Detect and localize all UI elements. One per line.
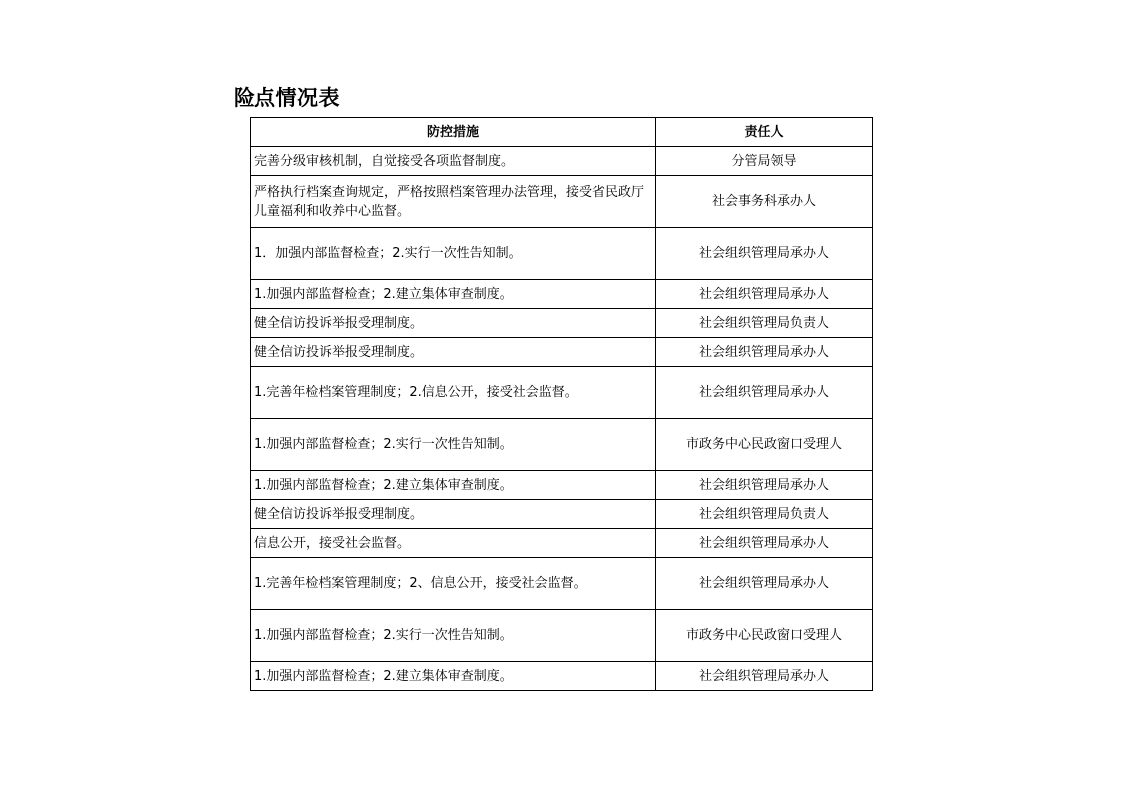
table-row	[251, 662, 873, 691]
measure-cell[interactable]: 健全信访投诉举报受理制度。	[251, 500, 656, 529]
person-cell[interactable]: 社会组织管理局承办人	[656, 367, 873, 419]
table-row	[251, 309, 873, 338]
measure-cell[interactable]: 1.加强内部监督检查；2.建立集体审查制度。	[251, 280, 656, 309]
header-person[interactable]: 责任人	[656, 118, 873, 147]
measure-cell[interactable]: 1.加强内部监督检查；2.建立集体审查制度。	[251, 662, 656, 691]
measure-cell[interactable]: 健全信访投诉举报受理制度。	[251, 309, 656, 338]
table-row	[251, 176, 873, 228]
person-cell[interactable]: 社会组织管理局承办人	[656, 228, 873, 280]
person-cell[interactable]: 社会组织管理局负责人	[656, 309, 873, 338]
person-cell[interactable]: 社会组织管理局承办人	[656, 338, 873, 367]
person-cell[interactable]: 社会组织管理局承办人	[656, 471, 873, 500]
sheet-title-partial-glyph: 险	[234, 86, 256, 110]
person-cell[interactable]: 社会组织管理局承办人	[656, 280, 873, 309]
table-row	[251, 610, 873, 662]
table-row	[251, 147, 873, 176]
table-row	[251, 367, 873, 419]
person-cell[interactable]: 社会组织管理局承办人	[656, 529, 873, 558]
header-measure[interactable]: 防控措施	[251, 118, 656, 147]
person-cell[interactable]: 社会组织管理局承办人	[656, 558, 873, 610]
table-row	[251, 280, 873, 309]
measure-cell[interactable]: 健全信访投诉举报受理制度。	[251, 338, 656, 367]
person-cell[interactable]: 市政务中心民政窗口受理人	[656, 610, 873, 662]
measure-cell[interactable]: 1.完善年检档案管理制度；2.信息公开，接受社会监督。	[251, 367, 656, 419]
table-header-row	[251, 118, 873, 147]
person-cell[interactable]: 社会组织管理局承办人	[656, 662, 873, 691]
table-row	[251, 500, 873, 529]
table-row	[251, 338, 873, 367]
measure-cell[interactable]: 1.加强内部监督检查；2.实行一次性告知制。	[251, 419, 656, 471]
table-body	[251, 147, 873, 691]
risk-control-table	[250, 117, 873, 691]
table-row	[251, 471, 873, 500]
table-row	[251, 228, 873, 280]
table-row	[251, 419, 873, 471]
measure-cell[interactable]: 1.完善年检档案管理制度；2、信息公开，接受社会监督。	[251, 558, 656, 610]
measure-cell[interactable]: 1.加强内部监督检查；2.建立集体审查制度。	[251, 471, 656, 500]
sheet-title	[234, 84, 340, 112]
measure-cell[interactable]: 1.加强内部监督检查；2.实行一次性告知制。	[251, 610, 656, 662]
measure-cell[interactable]: 1．加强内部监督检查；2.实行一次性告知制。	[251, 228, 656, 280]
table-row	[251, 529, 873, 558]
measure-cell[interactable]: 信息公开，接受社会监督。	[251, 529, 656, 558]
measure-cell[interactable]: 严格执行档案查询规定，严格按照档案管理办法管理，接受省民政厅儿童福利和收养中心监督。	[251, 176, 656, 228]
person-cell[interactable]: 市政务中心民政窗口受理人	[656, 419, 873, 471]
person-cell[interactable]: 社会组织管理局负责人	[656, 500, 873, 529]
person-cell[interactable]: 分管局领导	[656, 147, 873, 176]
person-cell[interactable]: 社会事务科承办人	[656, 176, 873, 228]
sheet-title-text: 点情况表	[254, 86, 340, 110]
measure-cell[interactable]: 完善分级审核机制，自觉接受各项监督制度。	[251, 147, 656, 176]
table-row	[251, 558, 873, 610]
